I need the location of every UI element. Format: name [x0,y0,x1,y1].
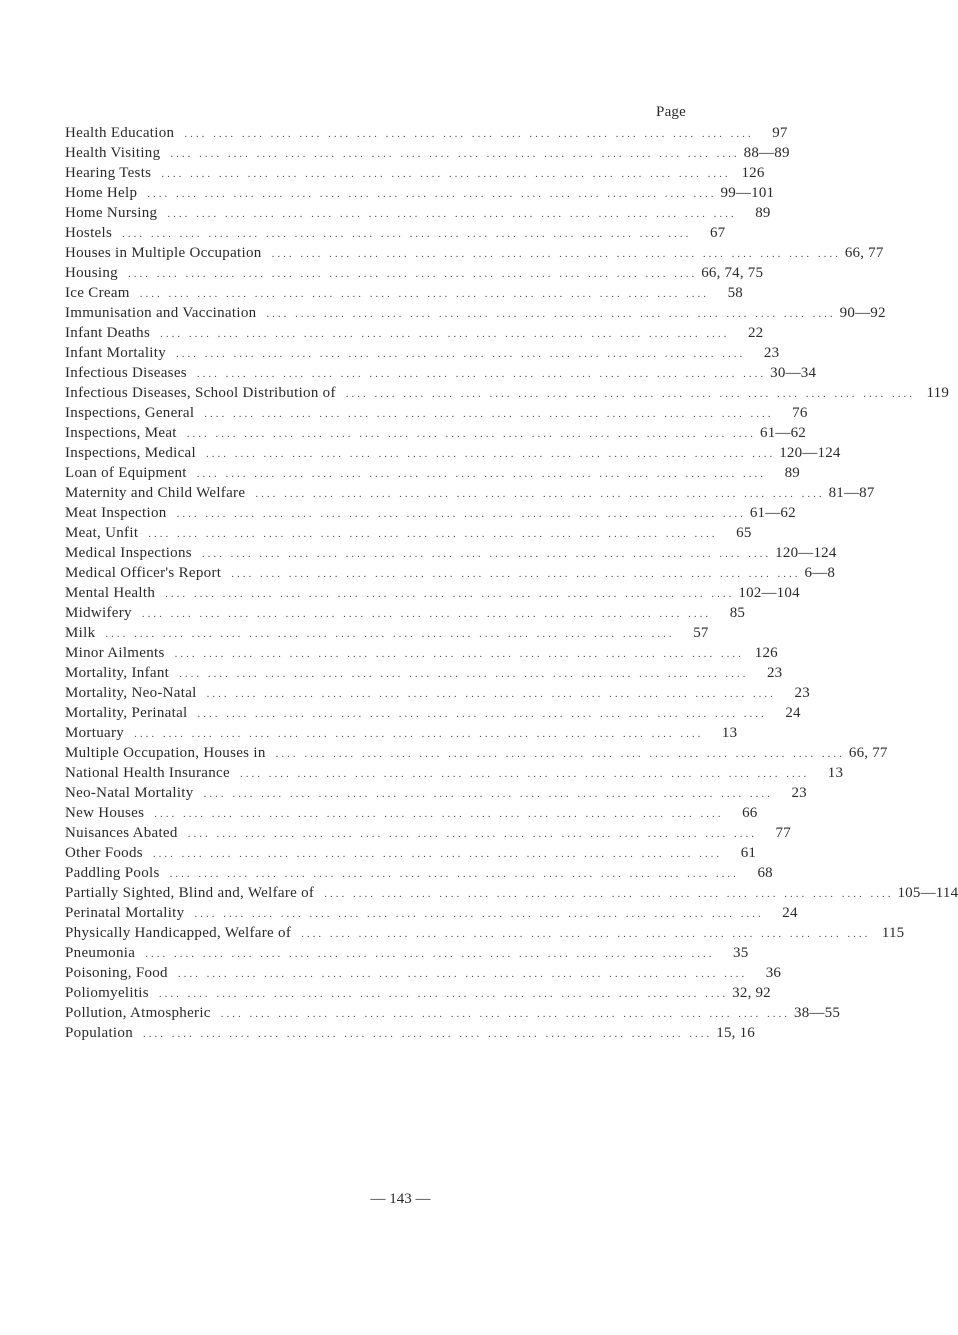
dot-leaders: .... .... .... .... .... .... .... .... .... .... .... .... .... .... .... .... .... .... .... .... [275,748,845,760]
index-entry [65,843,757,863]
dot-leaders: .... .... .... .... .... .... .... .... .... .... .... .... .... .... .... .... .... .... .... .... [176,348,746,360]
index-entry [65,163,765,183]
page-reference: 76 [792,405,808,421]
index-term: Inspections, Medical [65,445,196,461]
index-term: Infectious Diseases [65,365,187,381]
index-term: Medical Officer's Report [65,565,222,581]
page-reference: 23 [763,345,780,361]
index-term: Health Education [65,125,175,141]
page-reference: 23 [794,685,810,701]
dot-leaders: .... .... .... .... .... .... .... .... .... .... .... .... .... .... .... .... .... .... .... .... [152,848,723,860]
index-entry [65,463,800,483]
index-term: Midwifery [65,605,132,621]
index-term: Milk [65,625,96,641]
page-reference: 58 [727,285,743,301]
page-reference: 65 [736,525,752,541]
index-entry [65,343,780,363]
dot-leaders: .... .... .... .... .... .... .... .... .... .... .... .... .... .... .... .... .... .... .... .... [154,808,724,820]
page-reference: 35 [733,945,749,961]
index-entry [65,623,709,643]
index-entry [65,283,743,303]
page-reference: 66, 77 [844,245,884,261]
index-entry [65,983,771,1003]
page-reference: 102—104 [738,585,800,601]
index-entry [65,223,726,243]
dot-leaders: .... .... .... .... .... .... .... .... .... .... .... .... .... .... .... .... .... .... .... .... [266,308,836,320]
dot-leaders: .... .... .... .... .... .... .... .... .... .... .... .... .... .... .... .... .... .... .... .... [196,468,766,480]
index-term: Mental Health [65,585,156,601]
index-entry [65,1023,755,1043]
index-term: Pollution, Atmospheric [65,1005,211,1021]
index-term: Other Foods [65,845,143,861]
dot-leaders: .... .... .... .... .... .... .... .... .... .... .... .... .... .... .... .... .... .... .... .... [158,988,729,1000]
index-term: Loan of Equipment [65,465,187,481]
dot-leaders: .... .... .... .... .... .... .... .... .... .... .... .... .... .... .... .... .... .... .... .... [139,288,709,300]
index-term: Inspections, Meat [65,425,177,441]
dot-leaders: .... .... .... .... .... .... .... .... .... .... .... .... .... .... .... .... .... .... .... .... [161,168,731,180]
page-reference: 77 [775,825,791,841]
dot-leaders: .... .... .... .... .... .... .... .... .... .... .... .... .... .... .... .... .... .... .... .... [186,428,756,440]
index-term: Poisoning, Food [65,965,168,981]
page-reference: 120—124 [779,445,841,461]
index-term: Minor Ailments [65,645,165,661]
index-term: Meat, Unfit [65,525,139,541]
dot-leaders: .... .... .... .... .... .... .... .... .... .... .... .... .... .... .... .... .... .... .... .... [170,148,740,160]
dot-leaders: .... .... .... .... .... .... .... .... .... .... .... .... .... .... .... .... .... .... .... .... [239,768,810,780]
dot-leaders: .... .... .... .... .... .... .... .... .... .... .... .... .... .... .... .... .... .... .... .... [301,928,871,940]
index-term: Mortality, Perinatal [65,705,188,721]
page-reference: 90—92 [839,305,886,321]
index-entry [65,1003,841,1023]
page-number: — 143 — [370,1191,431,1207]
page-reference: 13 [827,765,844,781]
page-reference: 24 [782,905,798,921]
index-term: Infectious Diseases, School Distribution of [65,385,336,401]
index-entry [65,743,888,763]
index-entry [65,923,905,943]
page-reference: 15, 16 [716,1025,755,1041]
index-entry [65,483,875,503]
page-reference: 61 [740,845,757,861]
page-reference: 68 [757,865,773,881]
index-term: Ice Cream [65,285,130,301]
index-entry [65,943,749,963]
index-entry [65,563,836,583]
dot-leaders: .... .... .... .... .... .... .... .... .... .... .... .... .... .... .... .... .... .... .... .... [134,728,704,740]
index-term: Maternity and Child Welfare [65,485,246,501]
page-reference: 85 [729,605,746,621]
index-entry [65,763,844,783]
dot-leaders: .... .... .... .... .... .... .... .... .... .... .... .... .... .... .... .... .... .... .... .... [187,828,757,840]
index-entry [65,963,782,983]
index-term: Mortuary [65,725,125,741]
dot-leaders: .... .... .... .... .... .... .... .... .... .... .... .... .... .... .... .... .... .... .... .... [176,508,746,520]
index-term: Neo-Natal Mortality [65,785,194,801]
index-term: Poliomyelitis [65,985,149,1001]
index-term: Nuisances Abated [65,825,178,841]
dot-leaders: .... .... .... .... .... .... .... .... .... .... .... .... .... .... .... .... .... .... .... .... [184,128,754,140]
dot-leaders: .... .... .... .... .... .... .... .... .... .... .... .... .... .... .... .... .... .... .... .... [271,248,841,260]
dot-leaders: .... .... .... .... .... .... .... .... .... .... .... .... .... .... .... .... .... .... .... .... [167,208,737,220]
index-entry [65,403,808,423]
index-entry [65,663,783,683]
page-reference: 105—114 [897,885,958,901]
index-term: National Health Insurance [65,765,230,781]
dot-leaders: .... .... .... .... .... .... .... .... .... .... .... .... .... .... .... .... .... .... .... .... [174,648,744,660]
index-entry [65,383,950,403]
page-reference: 24 [785,705,801,721]
index-entry [65,603,746,623]
index-entry [65,883,958,903]
page-column-heading: Page [656,104,686,120]
index-entry [65,703,801,723]
index-entry [65,323,764,343]
page-reference: 36 [765,965,782,981]
index-term: Multiple Occupation, Houses in [65,745,266,761]
index-term: Infant Mortality [65,345,167,361]
dot-leaders: .... .... .... .... .... .... .... .... .... .... .... .... .... .... .... .... .... .... .... .... [204,408,774,420]
dot-leaders: .... .... .... .... .... .... .... .... .... .... .... .... .... .... .... .... .... .... .... .... [141,608,712,620]
index-entry [65,143,790,163]
page-reference: 23 [766,665,783,681]
dot-leaders: .... .... .... .... .... .... .... .... .... .... .... .... .... .... .... .... .... .... .... .... [165,588,735,600]
dot-leaders: .... .... .... .... .... .... .... .... .... .... .... .... .... .... .... .... .... .... .... .... [194,908,764,920]
dot-leaders: .... .... .... .... .... .... .... .... .... .... .... .... .... .... .... .... .... .... .... .... [147,188,717,200]
page-reference: 126 [754,645,778,661]
index-entry [65,203,771,223]
dot-leaders: .... .... .... .... .... .... .... .... .... .... .... .... .... .... .... .... .... .... .... .... [177,968,748,980]
dot-leaders: .... .... .... .... .... .... .... .... .... .... .... .... .... .... .... .... .... .... .... .... [127,268,698,280]
index-entry [65,803,758,823]
index-entry [65,443,841,463]
index-term: Meat Inspection [65,505,167,521]
page-reference: 97 [772,125,788,141]
dot-leaders: .... .... .... .... .... .... .... .... .... .... .... .... .... .... .... .... .... .... .... .... [255,488,825,500]
index-entry [65,423,806,443]
page-reference: 22 [747,325,764,341]
index-entry-list [65,123,958,1043]
dot-leaders: .... .... .... .... .... .... .... .... .... .... .... .... .... .... .... .... .... .... .... .... [143,1028,713,1040]
index-entry [65,523,752,543]
page-reference: 13 [721,725,738,741]
index-entry [65,903,798,923]
page-reference: 66, 77 [848,745,888,761]
index-term: Paddling Pools [65,865,160,881]
index-entry [65,183,775,203]
index-term: Inspections, General [65,405,195,421]
index-entry [65,303,886,323]
page-reference: 61—62 [760,425,806,441]
dot-leaders: .... .... .... .... .... .... .... .... .... .... .... .... .... .... .... .... .... .... .... .... [122,228,692,240]
page-reference: 61—62 [749,505,796,521]
page-reference: 57 [693,625,709,641]
index-term: Medical Inspections [65,545,192,561]
dot-leaders: .... .... .... .... .... .... .... .... .... .... .... .... .... .... .... .... .... .... .... .... [231,568,801,580]
dot-leaders: .... .... .... .... .... .... .... .... .... .... .... .... .... .... .... .... .... .... .... .... [324,888,894,900]
index-entry [65,243,884,263]
index-entry [65,723,738,743]
index-entry [65,263,764,283]
index-term: Mortality, Neo-Natal [65,685,197,701]
dot-leaders: .... .... .... .... .... .... .... .... .... .... .... .... .... .... .... .... .... .... .... .... [220,1008,791,1020]
page-reference: 66, 74, 75 [701,265,764,281]
index-term: Immunisation and Vaccination [65,305,257,321]
dot-leaders: .... .... .... .... .... .... .... .... .... .... .... .... .... .... .... .... .... .... .... .... [160,328,730,340]
page-reference: 23 [791,785,807,801]
dot-leaders: .... .... .... .... .... .... .... .... .... .... .... .... .... .... .... .... .... .... .... .... [196,368,767,380]
page-reference: 89 [784,465,800,481]
dot-leaders: .... .... .... .... .... .... .... .... .... .... .... .... .... .... .... .... .... .... .... .... [345,388,916,400]
page-reference: 6—8 [804,565,836,581]
dot-leaders: .... .... .... .... .... .... .... .... .... .... .... .... .... .... .... .... .... .... .... .... [169,868,739,880]
index-term: Hostels [65,225,113,241]
page-reference: 32, 92 [732,985,771,1001]
page-reference: 99—101 [720,185,775,201]
index-term: Pneumonia [65,945,136,961]
index-entry [65,363,817,383]
dot-leaders: .... .... .... .... .... .... .... .... .... .... .... .... .... .... .... .... .... .... .... .... [205,448,776,460]
index-entry [65,823,791,843]
index-entry [65,583,800,603]
index-term: Home Help [65,185,138,201]
index-term: Houses in Multiple Occupation [65,245,262,261]
index-term: Perinatal Mortality [65,905,185,921]
index-entry [65,123,788,143]
index-term: Population [65,1025,134,1041]
index-entry [65,503,796,523]
index-term: Mortality, Infant [65,665,170,681]
dot-leaders: .... .... .... .... .... .... .... .... .... .... .... .... .... .... .... .... .... .... .... .... [197,708,767,720]
page-reference: 81—87 [828,485,875,501]
page-reference: 89 [755,205,771,221]
dot-leaders: .... .... .... .... .... .... .... .... .... .... .... .... .... .... .... .... .... .... .... .... [206,688,776,700]
dot-leaders: .... .... .... .... .... .... .... .... .... .... .... .... .... .... .... .... .... .... .... .... [203,788,773,800]
index-entry [65,863,773,883]
index-entry [65,783,807,803]
index-term: Partially Sighted, Blind and, Welfare of [65,885,315,901]
dot-leaders: .... .... .... .... .... .... .... .... .... .... .... .... .... .... .... .... .... .... .... .... [201,548,772,560]
index-term: Home Nursing [65,205,158,221]
index-term: Health Visiting [65,145,161,161]
index-entry [65,683,810,703]
index-term: Hearing Tests [65,165,152,181]
page-reference: 88—89 [743,145,790,161]
index-entry [65,643,778,663]
index-term: Housing [65,265,118,281]
page-reference: 126 [741,165,765,181]
index-term: Physically Handicapped, Welfare of [65,925,292,941]
page-reference: 30—34 [770,365,817,381]
page-reference: 66 [742,805,758,821]
index-entry [65,543,837,563]
page-reference: 120—124 [775,545,837,561]
page-reference: 67 [709,225,726,241]
dot-leaders: .... .... .... .... .... .... .... .... .... .... .... .... .... .... .... .... .... .... .... .... [105,628,675,640]
dot-leaders: .... .... .... .... .... .... .... .... .... .... .... .... .... .... .... .... .... .... .... .... [179,668,749,680]
index-term: Infant Deaths [65,325,151,341]
page-reference: 38—55 [794,1005,841,1021]
dot-leaders: .... .... .... .... .... .... .... .... .... .... .... .... .... .... .... .... .... .... .... .... [148,528,718,540]
dot-leaders: .... .... .... .... .... .... .... .... .... .... .... .... .... .... .... .... .... .... .... .... [145,948,715,960]
page-reference: 119 [926,385,950,401]
index-term: New Houses [65,805,145,821]
page-reference: 115 [881,925,905,941]
